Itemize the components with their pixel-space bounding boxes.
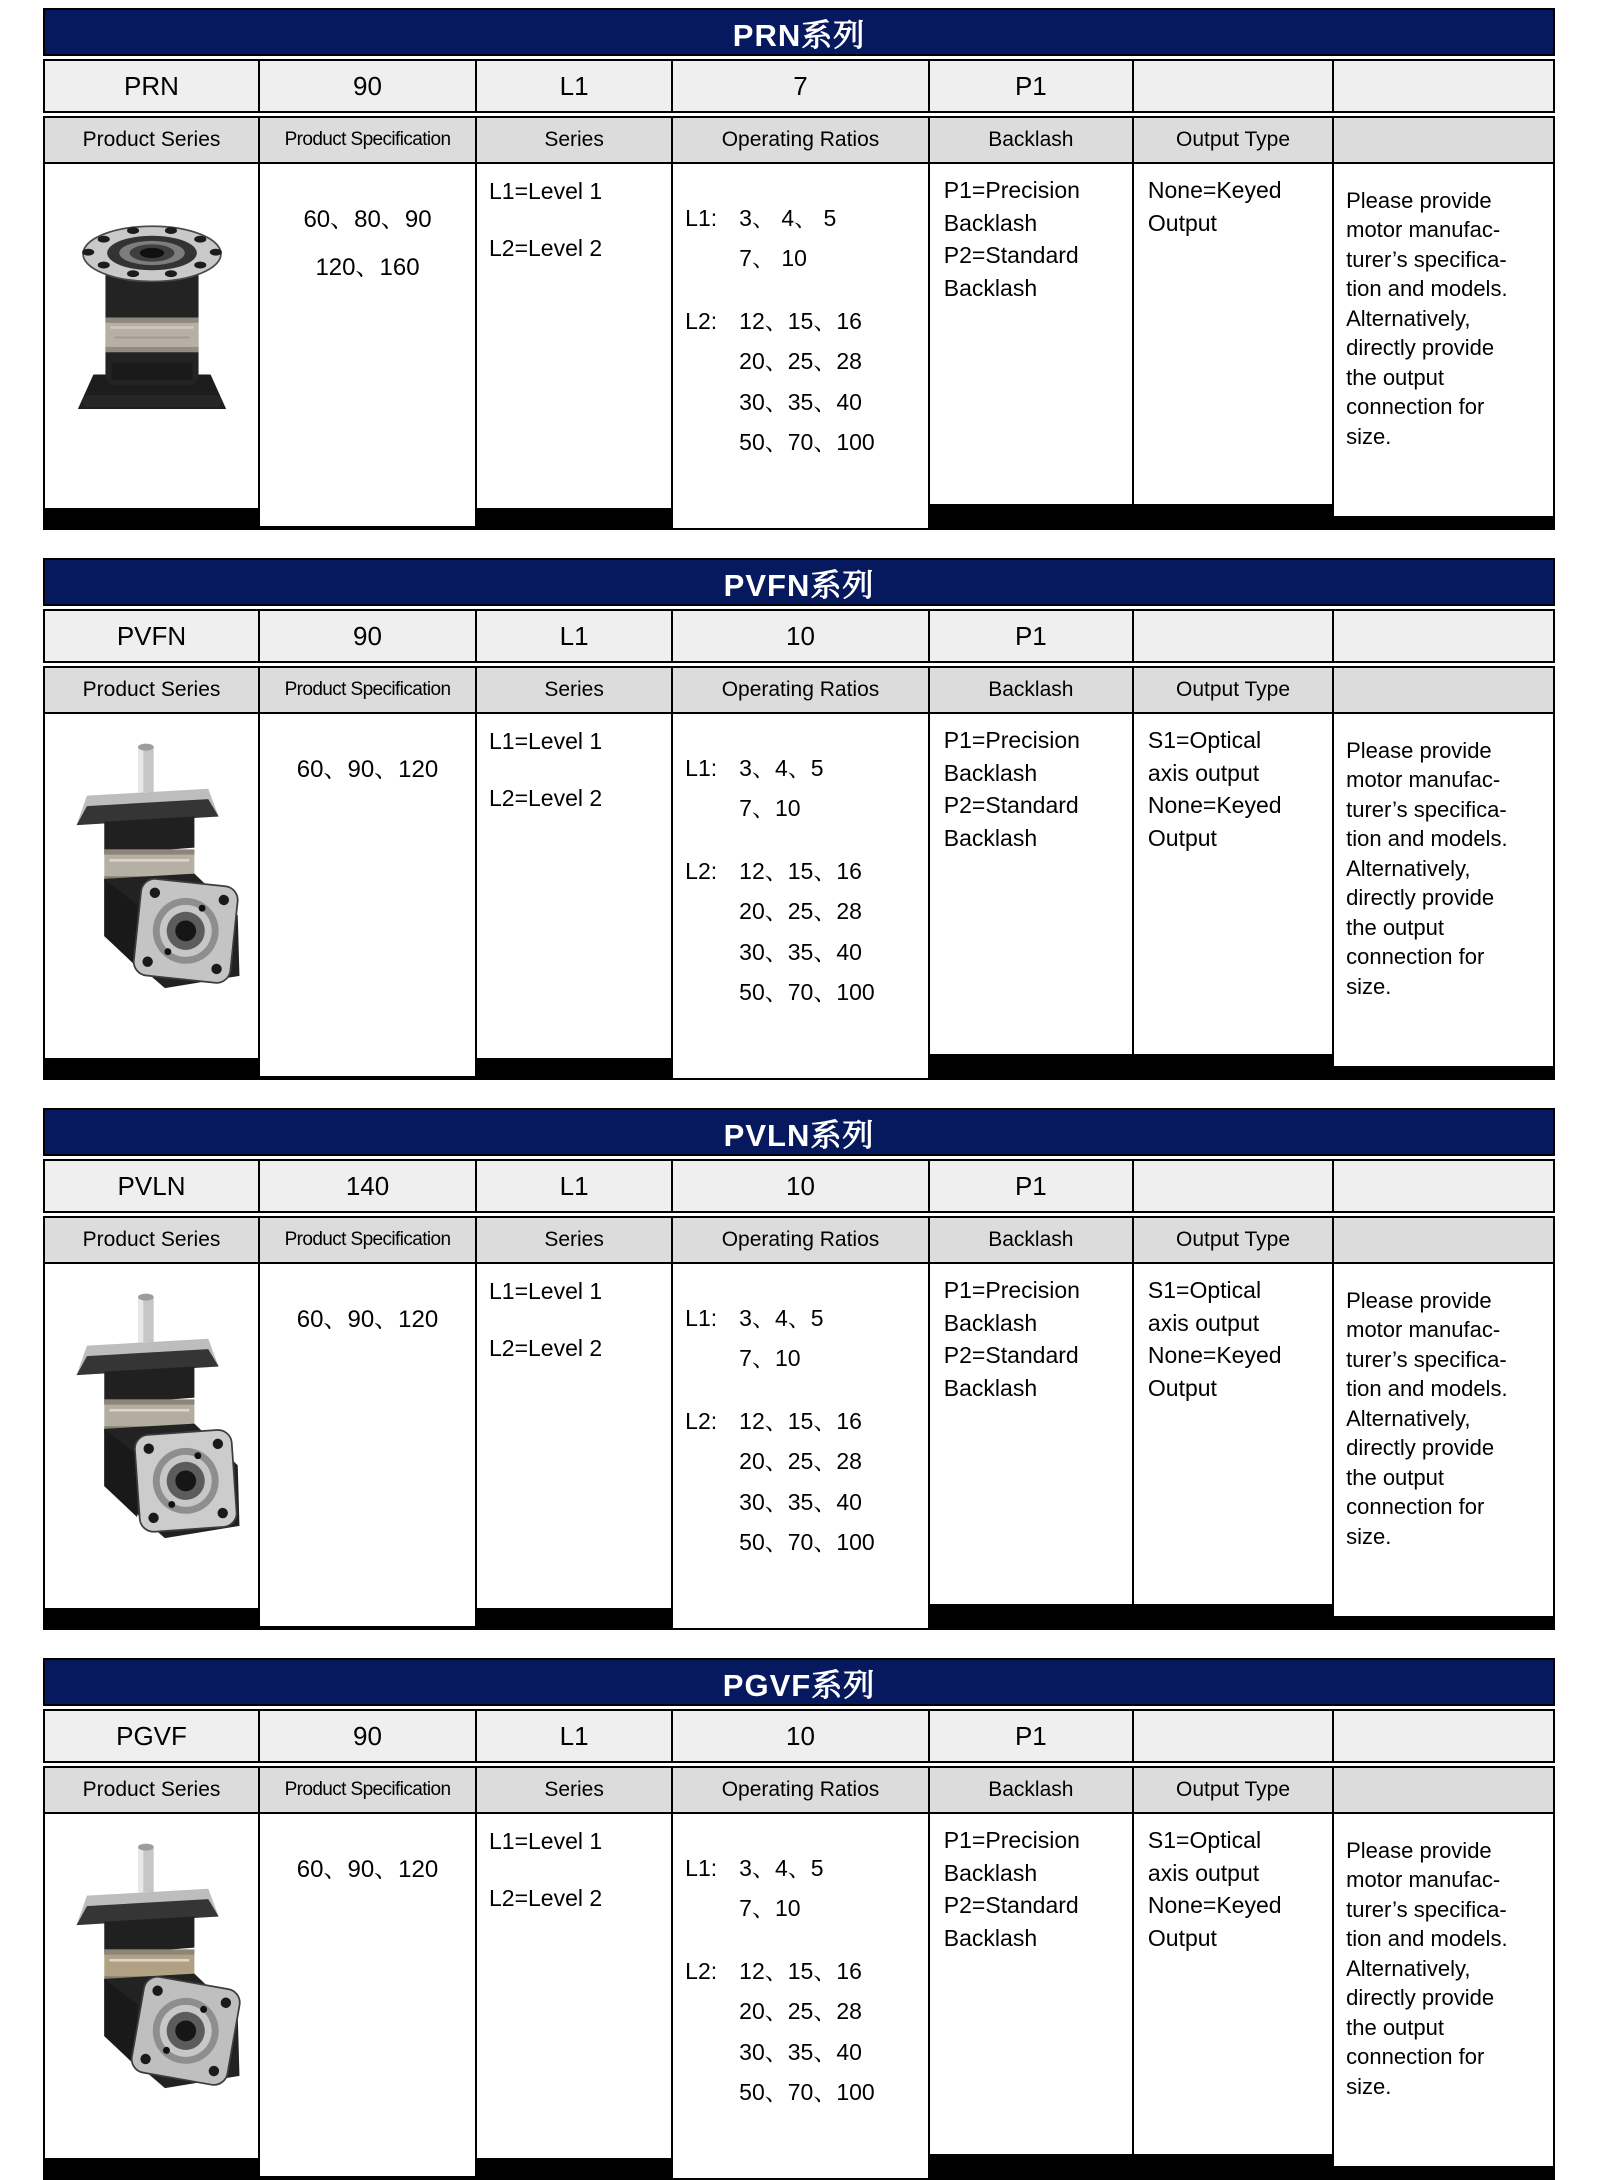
note-line: the output xyxy=(1346,2014,1444,2040)
output-line: S1=Optical xyxy=(1147,1277,1262,1303)
value-cell: L1 xyxy=(477,1161,671,1211)
note-line: size. xyxy=(1346,423,1392,449)
spec-line: 60、90、120 xyxy=(296,1306,439,1333)
note-line: directly provide xyxy=(1346,335,1495,361)
series-title: PVLN系列 xyxy=(723,1117,875,1153)
column-header xyxy=(1334,1218,1553,1262)
series-line: L1=Level 1 xyxy=(489,178,603,204)
value-row xyxy=(43,1709,1555,1763)
column-header: Product Series xyxy=(45,668,258,712)
ratio-level-label: L1: xyxy=(685,1855,718,1881)
note-line: connection for xyxy=(1346,394,1485,420)
value-cell: PVFN xyxy=(45,611,258,661)
ratio-level-label: L1: xyxy=(685,755,718,781)
note-line: size. xyxy=(1346,973,1392,999)
value-cell xyxy=(1334,1711,1553,1761)
output-line: Output xyxy=(1147,1374,1217,1401)
note-line: size. xyxy=(1346,2073,1392,2099)
value-cell xyxy=(1334,61,1553,111)
note-line: tion and models. xyxy=(1346,1376,1508,1402)
note-line: tion and models. xyxy=(1346,1926,1508,1952)
column-header: Series xyxy=(477,118,671,162)
column-header: Series xyxy=(477,668,671,712)
spec-grid xyxy=(43,666,1555,1080)
backlash-line: Backlash xyxy=(943,759,1038,786)
column-header xyxy=(1334,668,1553,712)
series-table-pvln xyxy=(43,1108,1555,1630)
spec-line: 60、90、120 xyxy=(296,1856,439,1883)
value-cell: L1 xyxy=(477,61,671,111)
series-table-pgvf xyxy=(43,1658,1555,2180)
column-header xyxy=(1334,1768,1553,1812)
output-line: axis output xyxy=(1147,1859,1260,1886)
ratio-line: 50、70、100 xyxy=(739,979,875,1006)
ratio-line: 30、35、40 xyxy=(739,388,862,415)
product-specification-cell xyxy=(260,714,475,1076)
gearbox-illustration-right-angle xyxy=(54,1828,249,2128)
column-header: Backlash xyxy=(930,118,1132,162)
series-line: L2=Level 2 xyxy=(489,785,603,811)
column-header xyxy=(1334,118,1553,162)
operating-ratios-cell xyxy=(673,714,928,1078)
output-type-cell xyxy=(1134,714,1332,1054)
ratio-line: 12、15、16 xyxy=(739,857,862,884)
ratio-group xyxy=(685,1401,926,1563)
ratio-line: 20、25、28 xyxy=(739,348,862,375)
spec-grid xyxy=(43,1216,1555,1630)
column-header: Operating Ratios xyxy=(673,668,928,712)
operating-ratios-cell xyxy=(673,1264,928,1628)
column-header: Product Series xyxy=(45,1768,258,1812)
note-line: tion and models. xyxy=(1346,276,1508,302)
value-cell: 7 xyxy=(673,61,928,111)
ratio-line: 7、10 xyxy=(739,1345,801,1372)
backlash-line: Backlash xyxy=(943,1309,1038,1336)
ratio-group xyxy=(685,1298,926,1379)
output-line: None=Keyed xyxy=(1147,1892,1282,1919)
value-cell: 10 xyxy=(673,611,928,661)
spec-grid xyxy=(43,116,1555,530)
note-line: Alternatively, xyxy=(1346,855,1471,881)
value-cell: P1 xyxy=(930,61,1132,111)
note-line: directly provide xyxy=(1346,1435,1495,1461)
ratio-line: 30、35、40 xyxy=(739,938,862,965)
backlash-line: Backlash xyxy=(943,209,1038,236)
note-line: connection for xyxy=(1346,944,1485,970)
series-cell xyxy=(477,1264,671,1608)
backlash-line: Backlash xyxy=(943,1859,1038,1886)
note-line: directly provide xyxy=(1346,1985,1495,2011)
series-cell xyxy=(477,1814,671,2158)
note-line: the output xyxy=(1346,1464,1444,1490)
ratio-line: 3、 4、 5 xyxy=(739,205,837,231)
series-title: PRN系列 xyxy=(732,17,866,53)
output-type-cell xyxy=(1134,1264,1332,1604)
note-line: connection for xyxy=(1346,1494,1485,1520)
ratio-line: 12、15、16 xyxy=(739,1957,862,1984)
operating-ratios-cell xyxy=(673,164,928,528)
ratio-line: 7、10 xyxy=(739,795,801,822)
note-cell xyxy=(1334,714,1553,1066)
note-line: motor manufac- xyxy=(1346,1867,1501,1893)
output-line: Output xyxy=(1147,824,1217,851)
ratio-line: 30、35、40 xyxy=(739,1488,862,1515)
note-line: directly provide xyxy=(1346,885,1495,911)
series-title-bar xyxy=(43,1108,1555,1156)
note-cell xyxy=(1334,1814,1553,2166)
note-line: motor manufac- xyxy=(1346,1317,1501,1343)
backlash-line: P1=Precision xyxy=(943,1827,1080,1853)
output-type-cell xyxy=(1134,164,1332,504)
column-header: Operating Ratios xyxy=(673,1218,928,1262)
ratio-line: 7、10 xyxy=(739,1895,801,1922)
column-header: Product Series xyxy=(45,118,258,162)
spec-line: 60、90、120 xyxy=(296,756,439,783)
ratio-level-label: L1: xyxy=(685,1305,718,1331)
product-photo-cell xyxy=(45,164,258,508)
column-header: Product Specification xyxy=(260,1218,475,1262)
value-cell: 90 xyxy=(260,611,475,661)
ratio-line: 3、4、5 xyxy=(739,1305,824,1331)
note-line: Please provide xyxy=(1346,1288,1492,1313)
value-cell xyxy=(1134,1711,1332,1761)
series-title-bar xyxy=(43,8,1555,56)
value-cell xyxy=(1134,61,1332,111)
note-line: Alternatively, xyxy=(1346,305,1471,331)
series-line: L1=Level 1 xyxy=(489,1828,603,1854)
output-line: axis output xyxy=(1147,1309,1260,1336)
backlash-cell xyxy=(930,1264,1132,1604)
series-line: L1=Level 1 xyxy=(489,728,603,754)
backlash-line: P2=Standard xyxy=(943,1892,1079,1919)
ratio-line: 50、70、100 xyxy=(739,429,875,456)
output-line: Output xyxy=(1147,209,1217,236)
backlash-line: Backlash xyxy=(943,1374,1038,1401)
output-line: S1=Optical xyxy=(1147,1827,1262,1853)
backlash-line: P1=Precision xyxy=(943,177,1080,203)
column-header: Series xyxy=(477,1768,671,1812)
column-header: Series xyxy=(477,1218,671,1262)
ratio-group xyxy=(685,1848,926,1929)
series-title: PGVF系列 xyxy=(722,1667,876,1703)
value-cell xyxy=(1134,611,1332,661)
operating-ratios-cell xyxy=(673,1814,928,2178)
note-line: turer’s specifica- xyxy=(1346,1346,1507,1372)
value-cell: P1 xyxy=(930,1711,1132,1761)
value-row xyxy=(43,59,1555,113)
value-cell: PVLN xyxy=(45,1161,258,1211)
column-header: Backlash xyxy=(930,1768,1132,1812)
series-line: L1=Level 1 xyxy=(489,1278,603,1304)
ratio-level-label: L2: xyxy=(685,857,718,884)
series-line: L2=Level 2 xyxy=(489,235,603,261)
backlash-line: P2=Standard xyxy=(943,1342,1079,1369)
value-cell xyxy=(1334,611,1553,661)
note-line: size. xyxy=(1346,1523,1392,1549)
note-line: turer’s specifica- xyxy=(1346,796,1507,822)
backlash-line: P2=Standard xyxy=(943,792,1079,819)
ratio-line: 3、4、5 xyxy=(739,755,824,781)
value-cell: P1 xyxy=(930,1161,1132,1211)
ratio-line: 50、70、100 xyxy=(739,1529,875,1556)
output-type-cell xyxy=(1134,1814,1332,2154)
column-header: Backlash xyxy=(930,1218,1132,1262)
series-line: L2=Level 2 xyxy=(489,1885,603,1911)
output-line: Output xyxy=(1147,1924,1217,1951)
output-line: None=Keyed xyxy=(1147,177,1282,203)
backlash-line: Backlash xyxy=(943,824,1038,851)
backlash-line: Backlash xyxy=(943,274,1038,301)
ratio-line: 20、25、28 xyxy=(739,1448,862,1475)
note-line: Please provide xyxy=(1346,738,1492,763)
spec-grid xyxy=(43,1766,1555,2180)
value-cell: 10 xyxy=(673,1711,928,1761)
note-line: turer’s specifica- xyxy=(1346,1896,1507,1922)
ratio-line: 12、15、16 xyxy=(739,1407,862,1434)
series-title-bar xyxy=(43,558,1555,606)
column-header: Operating Ratios xyxy=(673,1768,928,1812)
note-line: the output xyxy=(1346,364,1444,390)
value-cell: PRN xyxy=(45,61,258,111)
ratio-line: 12、15、16 xyxy=(739,307,862,334)
note-line: connection for xyxy=(1346,2044,1485,2070)
note-line: turer’s specifica- xyxy=(1346,246,1507,272)
product-photo-cell xyxy=(45,1814,258,2158)
value-row xyxy=(43,609,1555,663)
backlash-line: P2=Standard xyxy=(943,242,1079,269)
backlash-line: P1=Precision xyxy=(943,727,1080,753)
value-cell: 90 xyxy=(260,61,475,111)
series-title: PVFN系列 xyxy=(723,567,875,603)
value-row xyxy=(43,1159,1555,1213)
column-header: Product Series xyxy=(45,1218,258,1262)
note-line: Alternatively, xyxy=(1346,1405,1471,1431)
value-cell: P1 xyxy=(930,611,1132,661)
product-specification-cell xyxy=(260,1264,475,1626)
column-header: Backlash xyxy=(930,668,1132,712)
column-header: Product Specification xyxy=(260,118,475,162)
output-line: axis output xyxy=(1147,759,1260,786)
ratio-level-label: L2: xyxy=(685,1957,718,1984)
note-cell xyxy=(1334,1264,1553,1616)
value-cell: L1 xyxy=(477,1711,671,1761)
value-cell: 140 xyxy=(260,1161,475,1211)
gearbox-illustration-inline xyxy=(57,178,247,428)
ratio-line: 3、4、5 xyxy=(739,1855,824,1881)
output-line: None=Keyed xyxy=(1147,1342,1282,1369)
note-line: tion and models. xyxy=(1346,826,1508,852)
spec-line: 60、80、90 xyxy=(303,206,432,233)
ratio-level-label: L2: xyxy=(685,307,718,334)
gearbox-illustration-right-angle xyxy=(54,728,249,1028)
series-table-prn xyxy=(43,8,1555,530)
value-cell: 10 xyxy=(673,1161,928,1211)
value-cell: PGVF xyxy=(45,1711,258,1761)
value-cell: 90 xyxy=(260,1711,475,1761)
ratio-line: 20、25、28 xyxy=(739,898,862,925)
ratio-group xyxy=(685,748,926,829)
column-header: Output Type xyxy=(1134,1768,1332,1812)
ratio-level-label: L2: xyxy=(685,1407,718,1434)
series-cell xyxy=(477,164,671,508)
column-header: Output Type xyxy=(1134,668,1332,712)
column-header: Product Specification xyxy=(260,668,475,712)
note-line: the output xyxy=(1346,914,1444,940)
product-specification-cell xyxy=(260,164,475,526)
backlash-cell xyxy=(930,164,1132,504)
column-header: Output Type xyxy=(1134,118,1332,162)
series-cell xyxy=(477,714,671,1058)
value-cell xyxy=(1134,1161,1332,1211)
note-line: Alternatively, xyxy=(1346,1955,1471,1981)
spec-line: 120、160 xyxy=(315,254,420,281)
product-specification-cell xyxy=(260,1814,475,2176)
output-line: S1=Optical xyxy=(1147,727,1262,753)
backlash-line: P1=Precision xyxy=(943,1277,1080,1303)
value-cell: L1 xyxy=(477,611,671,661)
ratio-line: 50、70、100 xyxy=(739,2079,875,2106)
gearbox-illustration-right-angle xyxy=(54,1278,249,1578)
product-photo-cell xyxy=(45,714,258,1058)
product-photo-cell xyxy=(45,1264,258,1608)
ratio-group xyxy=(685,851,926,1013)
column-header: Operating Ratios xyxy=(673,118,928,162)
note-cell xyxy=(1334,164,1553,516)
series-table-pvfn xyxy=(43,558,1555,1080)
ratio-group xyxy=(685,301,926,463)
note-line: motor manufac- xyxy=(1346,217,1501,243)
column-header: Product Specification xyxy=(260,1768,475,1812)
column-header: Output Type xyxy=(1134,1218,1332,1262)
output-line: None=Keyed xyxy=(1147,792,1282,819)
ratio-level-label: L1: xyxy=(685,205,718,231)
series-line: L2=Level 2 xyxy=(489,1335,603,1361)
ratio-group xyxy=(685,1951,926,2113)
ratio-line: 30、35、40 xyxy=(739,2038,862,2065)
value-cell xyxy=(1334,1161,1553,1211)
ratio-group xyxy=(685,198,926,279)
note-line: Please provide xyxy=(1346,188,1492,213)
ratio-line: 20、25、28 xyxy=(739,1998,862,2025)
backlash-cell xyxy=(930,714,1132,1054)
ratio-line: 7、 10 xyxy=(739,245,807,272)
backlash-line: Backlash xyxy=(943,1924,1038,1951)
backlash-cell xyxy=(930,1814,1132,2154)
series-title-bar xyxy=(43,1658,1555,1706)
note-line: Please provide xyxy=(1346,1838,1492,1863)
note-line: motor manufac- xyxy=(1346,767,1501,793)
